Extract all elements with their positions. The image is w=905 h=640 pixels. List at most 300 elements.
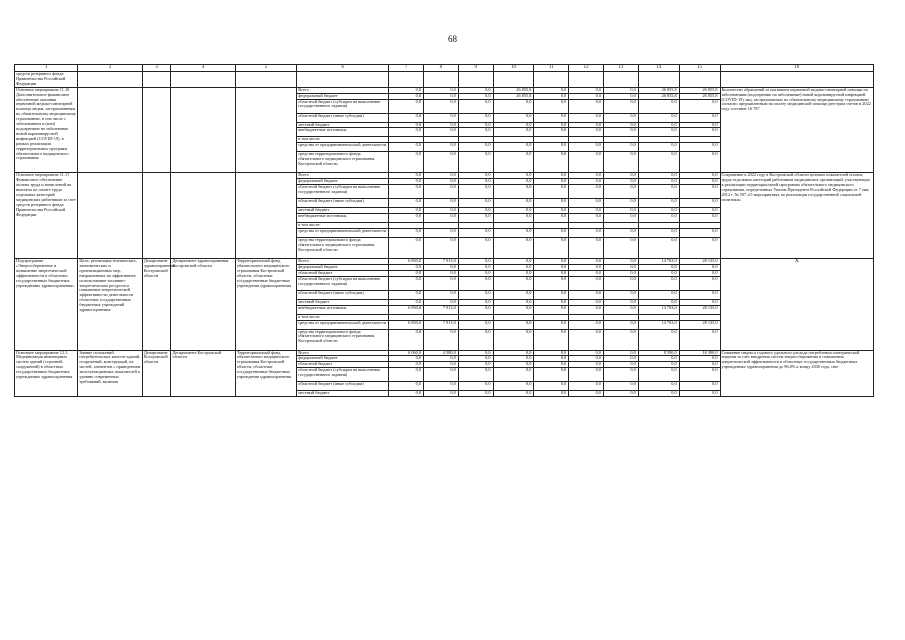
amount-cell: 16 390,0	[679, 350, 720, 356]
section-name: Подпрограмма «Энергосбережение и повышение энергетической эффективности в областных государственных бюджетных учреждениях здравоохранения»	[15, 258, 78, 350]
amount-cell: 0,0	[493, 99, 534, 113]
amount-cell: 0,0	[424, 228, 459, 237]
amount-cell: 0,0	[679, 329, 720, 350]
amount-cell: 0,0	[569, 179, 604, 185]
amount-cell: 0,0	[389, 87, 424, 93]
amount-cell: 0,0	[493, 173, 534, 179]
amount-cell: 0,0	[458, 93, 493, 99]
funding-source-label: местный бюджет	[297, 122, 389, 128]
amount-cell: 0,0	[534, 208, 569, 214]
amount-cell: 0,0	[603, 270, 638, 276]
amount-cell: 0,0	[679, 228, 720, 237]
section-executor	[171, 173, 235, 259]
funding-source-label: областной бюджет	[297, 362, 389, 368]
amount-cell: 0,0	[534, 143, 569, 152]
section-goal: Знание положений потребительских качеств зданий, сооружений, конструкций, их частей, элементов с приведением эксплуатационных показателей к уровню современных требований, включая	[78, 350, 142, 397]
section-result-note: X	[720, 258, 874, 350]
amount-cell: 0,0	[493, 368, 534, 382]
amount-cell: 0,0	[493, 299, 534, 305]
amount-cell: 0,0	[534, 128, 569, 137]
amount-cell: 0,0	[389, 93, 424, 99]
amount-cell: 0,0	[534, 228, 569, 237]
amount-cell: 0,0	[458, 368, 493, 382]
amount-cell: 0,0	[389, 214, 424, 223]
amount-cell: 14 763,0	[638, 258, 679, 264]
amount-cell: 0,0	[458, 258, 493, 264]
column-number: 13	[603, 65, 638, 72]
section-partner: Департамент Костромской области	[142, 350, 171, 397]
amount-cell: 0,0	[424, 185, 459, 199]
amount-cell: 0,0	[603, 290, 638, 299]
amount-cell: 0,0	[493, 237, 534, 258]
column-number: 2	[78, 65, 142, 72]
amount-cell: 0,0	[458, 350, 493, 356]
amount-cell: 0,0	[424, 208, 459, 214]
amount-cell: 0,0	[638, 199, 679, 208]
empty-cell	[78, 72, 142, 88]
amount-cell: 0,0	[458, 270, 493, 276]
amount-cell: 0,0	[458, 237, 493, 258]
amount-cell: 0,0	[424, 179, 459, 185]
table-row	[15, 258, 874, 264]
amount-cell: 0,0	[534, 264, 569, 270]
amount-cell: 0,0	[569, 305, 604, 314]
amount-cell: 0,0	[458, 99, 493, 113]
amount-cell: 0,0	[424, 290, 459, 299]
amount-cell: 28 135,0	[679, 305, 720, 314]
funding-source-label: внебюджетные источники,	[297, 214, 389, 223]
amount-cell: 0,0	[679, 99, 720, 113]
amount-cell: 0,0	[493, 264, 534, 270]
amount-cell: 0,0	[458, 122, 493, 128]
amount-cell: 0,0	[569, 152, 604, 173]
column-number: 10	[493, 65, 534, 72]
amount-cell: 0,0	[569, 382, 604, 391]
section-partner	[142, 173, 171, 259]
amount-cell: 0,0	[603, 329, 638, 350]
amount-cell: 0,0	[569, 143, 604, 152]
amount-cell: 0,0	[638, 143, 679, 152]
amount-cell: 0,0	[458, 362, 493, 368]
section-executor	[171, 87, 235, 173]
section-result-note: Снижение индекса годового удельного расхода потребления электрической энергии за счет внедрения систем энергосбережения и повышения энергетической эффективности в областных государственных бюджетных учреждениях здравоохранения до 96,8% к концу 2030 года, сни-	[720, 350, 874, 397]
amount-cell: 0,0	[458, 152, 493, 173]
amount-cell: 0,0	[458, 391, 493, 397]
amount-cell: 0,0	[424, 93, 459, 99]
funding-source-label: средства от предпринимательской деятельности	[297, 228, 389, 237]
amount-cell: 0,0	[389, 122, 424, 128]
amount-cell: 0,0	[493, 185, 534, 199]
amount-cell: 0,0	[534, 382, 569, 391]
column-number: 12	[569, 65, 604, 72]
amount-cell: 0,0	[389, 264, 424, 270]
amount-cell: 0,0	[603, 199, 638, 208]
amount-cell: 0,0	[493, 391, 534, 397]
amount-cell: 0,0	[603, 173, 638, 179]
amount-cell: 0,0	[493, 179, 534, 185]
amount-cell: 0,0	[389, 228, 424, 237]
amount-cell: 0,0	[534, 122, 569, 128]
funding-source-label: средства территориального фонда обязательного медицинского страхования Костромской области	[297, 152, 389, 173]
amount-cell: 0,0	[458, 276, 493, 290]
amount-cell: 0,0	[534, 173, 569, 179]
amount-cell: 0,0	[679, 264, 720, 270]
amount-cell: 0,0	[389, 329, 424, 350]
amount-cell: 0,0	[638, 185, 679, 199]
amount-cell: 0,0	[458, 208, 493, 214]
amount-cell: 0,0	[493, 362, 534, 368]
amount-cell: 0,0	[389, 391, 424, 397]
amount-cell: 0,0	[603, 320, 638, 329]
amount-cell: 0,0	[534, 391, 569, 397]
amount-cell: 0,0	[638, 329, 679, 350]
amount-cell: 0,0	[569, 93, 604, 99]
amount-cell: 0,0	[389, 299, 424, 305]
section-executor: Департамент здравоохранения Костромской области	[171, 258, 235, 350]
amount-cell: 0,0	[679, 113, 720, 122]
amount-cell: 0,0	[389, 113, 424, 122]
amount-cell: 0,0	[603, 185, 638, 199]
continuation-text: средств резервного фонда Правительства Российской Федерации	[15, 72, 78, 88]
amount-cell: 0,0	[638, 173, 679, 179]
funding-source-label: областной бюджет (субсидии на выполнение государственного задания)	[297, 276, 389, 290]
amount-cell: 0,0	[534, 113, 569, 122]
column-number: 7	[389, 65, 424, 72]
column-number: 11	[534, 65, 569, 72]
funding-source-label: местный бюджет	[297, 299, 389, 305]
amount-cell: 0,0	[679, 299, 720, 305]
amount-cell: 0,0	[569, 173, 604, 179]
table-row	[15, 350, 874, 356]
amount-cell: 0,0	[603, 113, 638, 122]
funding-source-label: Всего	[297, 173, 389, 179]
amount-cell: 0,0	[493, 356, 534, 362]
amount-cell: 0,0	[679, 185, 720, 199]
funding-source-label: областной бюджет (иные субсидии)	[297, 382, 389, 391]
amount-cell: 0,0	[389, 290, 424, 299]
empty-cell	[638, 72, 679, 88]
amount-cell: 0,0	[424, 356, 459, 362]
amount-cell: 0,0	[458, 199, 493, 208]
amount-cell: 0,0	[389, 368, 424, 382]
amount-cell: 0,0	[638, 391, 679, 397]
amount-cell: 0,0	[458, 329, 493, 350]
amount-cell: 0,0	[638, 152, 679, 173]
amount-cell: 0,0	[679, 391, 720, 397]
amount-cell: 0,0	[638, 356, 679, 362]
amount-cell: 0,0	[638, 264, 679, 270]
funding-source-label: в том числе:	[297, 223, 389, 229]
amount-cell: 0,0	[534, 356, 569, 362]
empty-cell	[389, 72, 424, 88]
amount-cell: 0,0	[679, 122, 720, 128]
amount-cell: 6 850,0	[389, 258, 424, 264]
amount-cell: 0,0	[603, 305, 638, 314]
amount-cell: 0,0	[603, 152, 638, 173]
amount-cell: 0,0	[679, 152, 720, 173]
amount-cell: 0,0	[638, 382, 679, 391]
amount-cell: 0,0	[603, 368, 638, 382]
amount-cell: 8 590,0	[638, 350, 679, 356]
amount-cell: 0,0	[638, 214, 679, 223]
column-number: 6	[297, 65, 389, 72]
amount-cell: 0,0	[679, 362, 720, 368]
amount-cell: 0,0	[569, 122, 604, 128]
amount-cell: 26 855,8	[679, 93, 720, 99]
funding-source-label: областной бюджет (субсидии на выполнение государственного задания)	[297, 368, 389, 382]
amount-cell: 0,0	[569, 356, 604, 362]
amount-cell: 26 855,8	[638, 93, 679, 99]
amount-cell: 0,0	[493, 320, 534, 329]
section-partner	[142, 87, 171, 173]
amount-cell: 0,0	[389, 199, 424, 208]
amount-cell: 0,0	[603, 237, 638, 258]
amount-cell: 0,0	[389, 382, 424, 391]
amount-cell: 0,0	[603, 356, 638, 362]
amount-cell: 0,0	[534, 270, 569, 276]
amount-cell: 0,0	[493, 152, 534, 173]
amount-cell: 0,0	[569, 237, 604, 258]
amount-cell: 0,0	[493, 350, 534, 356]
amount-cell: 0,0	[569, 290, 604, 299]
funding-source-label: федеральный бюджет	[297, 264, 389, 270]
amount-cell: 0,0	[424, 299, 459, 305]
amount-cell: 0,0	[603, 391, 638, 397]
amount-cell: 0,0	[638, 290, 679, 299]
column-number: 1	[15, 65, 78, 72]
amount-cell: 26 855,8	[493, 87, 534, 93]
section-result-note: Количество обращений за оказанием первичной медико-санитарной помощи по заболеваниям (подозрению на заболевание) новой коронавирусной инфекцией (COVID-19) лиц, застрахованных по обязательному медицинскому страхованию согласно предъявленным на оплату медицинской помощи реестрам счетов в 2022 году составит 16 787	[720, 87, 874, 173]
amount-cell: 0,0	[424, 329, 459, 350]
amount-cell: 0,0	[534, 214, 569, 223]
amount-cell: 0,0	[424, 199, 459, 208]
section-goal: Цель: реализация технических, экономических и организационных мер, направленных на эффективное использование топливно-энергетических ресурсов и повышение энергетической эффективности деятельности областных государственных бюджетных учреждений здравоохранения	[78, 258, 142, 350]
empty-cell	[603, 72, 638, 88]
amount-cell: 0,0	[493, 122, 534, 128]
amount-cell: 0,0	[569, 185, 604, 199]
amount-cell: 0,0	[493, 199, 534, 208]
amount-cell: 0,0	[569, 214, 604, 223]
column-number-row	[15, 65, 874, 72]
amount-cell: 0,0	[569, 87, 604, 93]
amount-cell: 0,0	[679, 128, 720, 137]
amount-cell: 0,0	[569, 270, 604, 276]
amount-cell: 0,0	[389, 179, 424, 185]
amount-cell: 0,0	[534, 329, 569, 350]
amount-cell: 0,0	[603, 299, 638, 305]
amount-cell: 14 763,0	[638, 320, 679, 329]
amount-cell: 0,0	[493, 208, 534, 214]
empty-cell	[297, 72, 389, 88]
amount-cell: 6 850,0	[389, 305, 424, 314]
amount-cell: 0,0	[458, 185, 493, 199]
section-financing-source: Территориальный фонд обязательного медицинского страхования Костромской области, областные государственные бюджетные учреждения здравоохранения	[235, 350, 296, 397]
amount-cell: 0,0	[424, 362, 459, 368]
funding-source-label: в том числе:	[297, 314, 389, 320]
amount-cell: 0,0	[534, 362, 569, 368]
amount-cell: 0,0	[458, 179, 493, 185]
section-result-note: Сохранение в 2022 году в Костромской области целевых показателей оплаты труда отдельных категорий работников медицинских организаций, участвующих в реализации территориальной программы обязательного медицинского страхования, определенных Указом Президента Российской Федерации от 7 мая 2012 г. № 597 «О мероприятиях по реализации государственной социальной политики»	[720, 173, 874, 259]
section-financing-source: Территориальный фонд обязательного медицинского страхования Костромской области, областные государственные бюджетные учреждения здравоохранения	[235, 258, 296, 350]
amount-cell: 0,0	[638, 208, 679, 214]
amount-cell: 0,0	[679, 382, 720, 391]
amount-cell: 0,0	[534, 290, 569, 299]
amount-cell: 28 135,0	[679, 320, 720, 329]
empty-cell	[235, 72, 296, 88]
amount-cell: 0,0	[389, 237, 424, 258]
amount-cell: 0,0	[389, 276, 424, 290]
funding-source-label: федеральный бюджет	[297, 93, 389, 99]
amount-cell: 0,0	[458, 382, 493, 391]
funding-source-label: областной бюджет	[297, 270, 389, 276]
amount-cell: 0,0	[569, 264, 604, 270]
empty-cell	[458, 72, 493, 88]
funding-source-label: областной бюджет (иные субсидии)	[297, 290, 389, 299]
empty-cell	[424, 72, 459, 88]
funding-source-label: внебюджетные источники,	[297, 128, 389, 137]
amount-cell: 0,0	[679, 290, 720, 299]
amount-cell: 0,0	[679, 368, 720, 382]
amount-cell: 0,0	[603, 179, 638, 185]
column-number: 15	[679, 65, 720, 72]
amount-cell: 26 855,8	[679, 87, 720, 93]
amount-cell: 0,0	[569, 276, 604, 290]
amount-cell: 28 135,0	[679, 258, 720, 264]
amount-cell: 0,0	[569, 391, 604, 397]
amount-cell: 0,0	[424, 143, 459, 152]
section-financing-source	[235, 173, 296, 259]
amount-cell: 0,0	[493, 276, 534, 290]
amount-cell: 26 855,8	[638, 87, 679, 93]
amount-cell: 0,0	[679, 208, 720, 214]
amount-cell: 0,0	[389, 128, 424, 137]
empty-cell	[569, 72, 604, 88]
amount-cell: 0,0	[458, 128, 493, 137]
amount-cell: 0,0	[424, 128, 459, 137]
amount-cell: 0,0	[569, 362, 604, 368]
funding-source-label: внебюджетные источники,	[297, 305, 389, 314]
amount-cell: 0,0	[679, 143, 720, 152]
amount-cell: 0,0	[458, 113, 493, 122]
amount-cell: 0,0	[638, 228, 679, 237]
amount-cell: 0,0	[603, 362, 638, 368]
section-name: Основное мероприятие 11.11 Финансовое обеспечение оплаты труда и начислений на выплаты по оплате труда отдельных категорий медицинских работников за счет средств резервного фонда Правительства Российской Федерации	[15, 173, 78, 259]
funding-source-label: федеральный бюджет	[297, 356, 389, 362]
amount-cell: 0,0	[569, 368, 604, 382]
amount-cell: 0,0	[458, 228, 493, 237]
continuation-row	[15, 72, 874, 88]
funding-source-label: средства от предпринимательской деятельности	[297, 143, 389, 152]
amount-cell: 0,0	[458, 299, 493, 305]
amount-cell: 0,0	[493, 258, 534, 264]
amount-cell: 0,0	[534, 99, 569, 113]
amount-cell: 0,0	[569, 208, 604, 214]
amount-cell: 0,0	[603, 264, 638, 270]
funding-source-label: Всего	[297, 350, 389, 356]
funding-source-label: местный бюджет	[297, 391, 389, 397]
amount-cell: 0,0	[679, 199, 720, 208]
amount-cell: 0,0	[493, 143, 534, 152]
amount-cell: 0,0	[389, 152, 424, 173]
section-partner: Департамент здравоохранения Костромской области	[142, 258, 171, 350]
amount-cell: 0,0	[679, 173, 720, 179]
amount-cell: 0,0	[424, 173, 459, 179]
amount-cell: 0,0	[638, 276, 679, 290]
amount-cell: 0,0	[534, 305, 569, 314]
amount-cell: 0,0	[603, 208, 638, 214]
amount-cell: 0,0	[424, 113, 459, 122]
section-executor: Департамент Костромской области	[171, 350, 235, 397]
amount-cell: 0,0	[679, 356, 720, 362]
budget-table	[14, 64, 874, 397]
section-name: Основное мероприятие 12.1. Модернизация инженерных систем зданий (строений, сооружений) в областных государственных бюджетных учреждениях здравоохранения	[15, 350, 78, 397]
funding-source-label: средства от предпринимательской деятельности	[297, 320, 389, 329]
column-number: 16	[720, 65, 874, 72]
amount-cell: 0,0	[569, 199, 604, 208]
amount-cell: 0,0	[458, 87, 493, 93]
amount-cell: 0,0	[534, 258, 569, 264]
amount-cell: 0,0	[603, 382, 638, 391]
amount-cell: 0,0	[679, 214, 720, 223]
amount-cell: 0,0	[534, 199, 569, 208]
amount-cell: 0,0	[534, 350, 569, 356]
amount-cell: 0,0	[424, 152, 459, 173]
funding-source-label: Всего	[297, 258, 389, 264]
amount-cell: 0,0	[424, 264, 459, 270]
empty-cell	[679, 72, 720, 88]
amount-cell: 0,0	[424, 368, 459, 382]
amount-cell: 0,0	[603, 258, 638, 264]
amount-cell: 0,0	[603, 214, 638, 223]
empty-cell	[534, 72, 569, 88]
amount-cell: 0,0	[534, 179, 569, 185]
column-number: 4	[171, 65, 235, 72]
amount-cell: 0,0	[603, 99, 638, 113]
amount-cell: 0,0	[603, 128, 638, 137]
amount-cell: 7 913,0	[424, 305, 459, 314]
amount-cell: 0,0	[569, 320, 604, 329]
column-number: 9	[458, 65, 493, 72]
amount-cell: 0,0	[638, 368, 679, 382]
amount-cell: 0,0	[493, 270, 534, 276]
amount-cell: 0,0	[424, 382, 459, 391]
amount-cell: 0,0	[569, 329, 604, 350]
amount-cell: 0,0	[638, 237, 679, 258]
section-goal	[78, 173, 142, 259]
amount-cell: 0,0	[424, 99, 459, 113]
amount-cell: 0,0	[424, 237, 459, 258]
amount-cell: 26 855,8	[493, 93, 534, 99]
funding-source-label: в том числе:	[297, 137, 389, 143]
amount-cell: 0,0	[534, 320, 569, 329]
amount-cell: 0,0	[389, 362, 424, 368]
amount-cell: 0,0	[569, 228, 604, 237]
amount-cell: 0,0	[603, 122, 638, 128]
section-financing-source	[235, 87, 296, 173]
amount-cell: 0,0	[603, 350, 638, 356]
amount-cell: 6 850,0	[389, 320, 424, 329]
amount-cell: 0,0	[389, 185, 424, 199]
amount-cell: 0,0	[458, 320, 493, 329]
amount-cell: 0,0	[389, 356, 424, 362]
amount-cell: 0,0	[534, 299, 569, 305]
amount-cell: 0,0	[493, 113, 534, 122]
amount-cell: 0,0	[458, 214, 493, 223]
amount-cell: 0,0	[534, 152, 569, 173]
amount-cell: 0,0	[458, 290, 493, 299]
page-number: 68	[448, 34, 457, 44]
amount-cell: 0,0	[493, 214, 534, 223]
